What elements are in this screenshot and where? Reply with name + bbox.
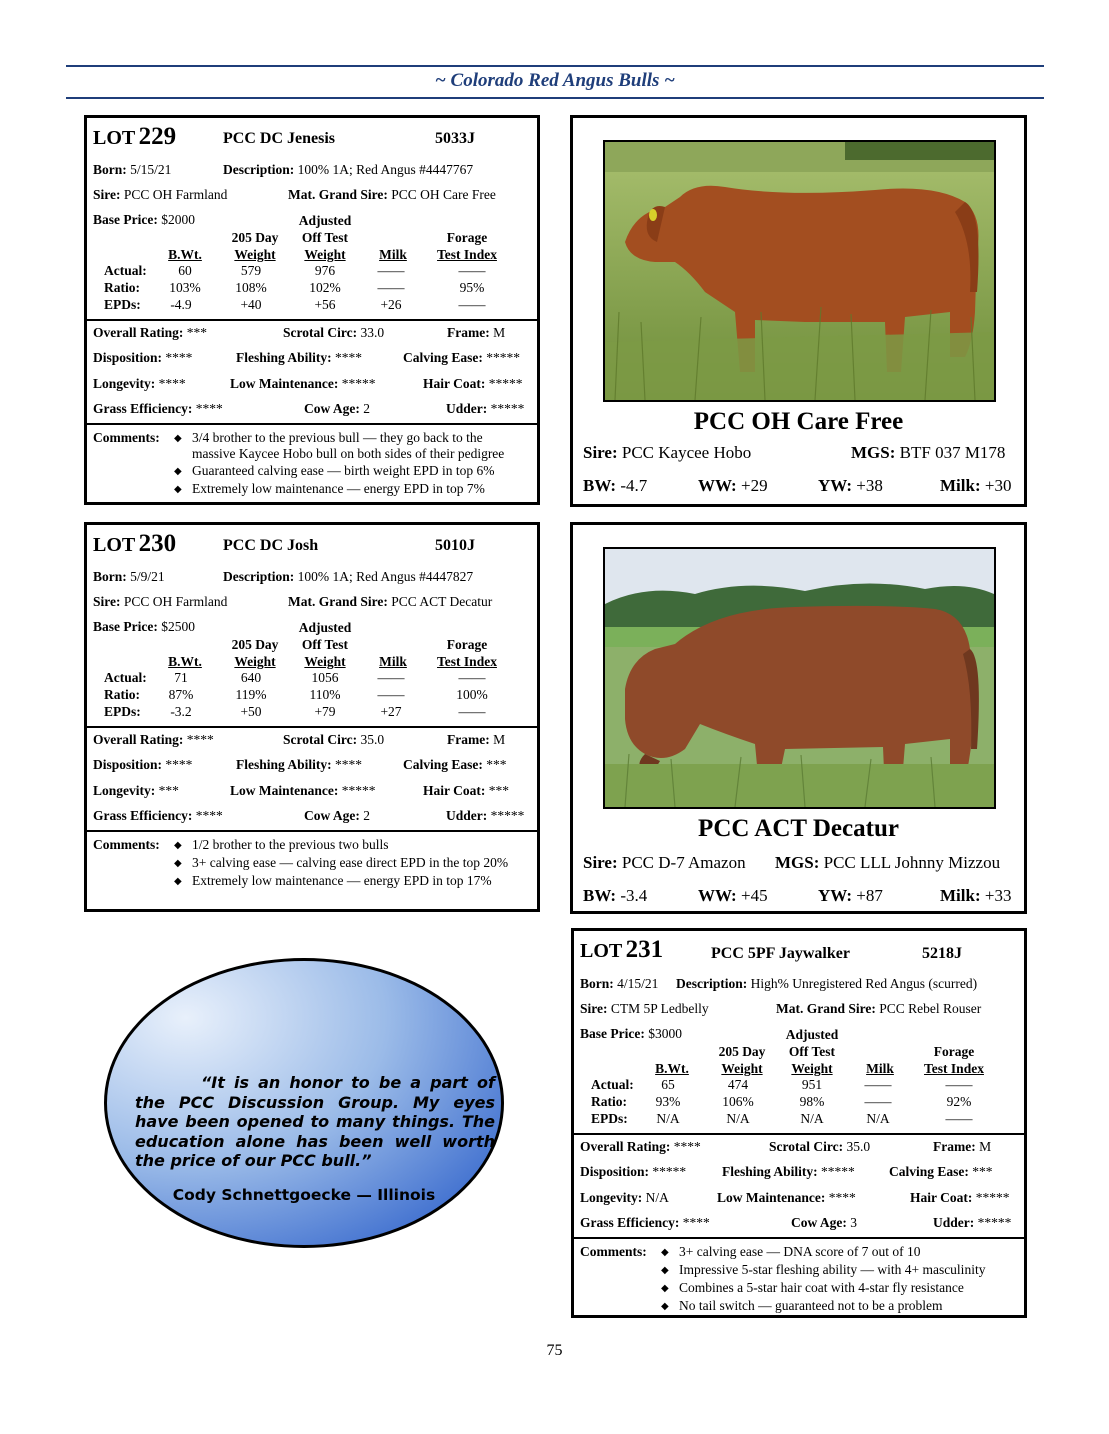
hdr-205-1: 205 Day [718, 1044, 766, 1059]
rating-scrotal: Scrotal Circ: 35.0 [769, 1139, 871, 1154]
bull-photo [603, 140, 996, 402]
rating-cow-age: Cow Age: 2 [304, 808, 370, 823]
mgs-line: MGS: BTF 037 M178 [851, 443, 1006, 462]
sire-line: Sire: CTM 5P Ledbelly [580, 1001, 709, 1016]
hdr-off-1: Off Test [788, 1044, 836, 1059]
cell-bwt: -3.2 [170, 704, 192, 719]
comment-line: Extremely low maintenance — energy EPD in top 17% [192, 873, 492, 888]
rating-disposition: Disposition: ***** [580, 1164, 687, 1179]
row-label: Actual: [591, 1077, 634, 1092]
cell-milk: —— [377, 687, 405, 702]
hdr-milk: Milk [866, 1061, 894, 1076]
cell-bwt: 87% [168, 687, 194, 702]
bull-name: PCC 5PF Jaywalker [711, 945, 850, 962]
hdr-bwt: B.Wt. [168, 654, 202, 669]
rating-cow-age: Cow Age: 3 [791, 1215, 857, 1230]
rating-low-maint: Low Maintenance: **** [717, 1190, 856, 1205]
hdr-forage-1: Forage [446, 637, 488, 652]
sire-photo-card-1 [570, 115, 1027, 507]
sire-photo-card-2 [570, 522, 1027, 914]
comment-line: Guaranteed calving ease — birth weight EPD in top 6% [192, 463, 495, 478]
comments-label: Comments: [93, 837, 160, 852]
bull-photo-illustration [605, 549, 994, 807]
bullet-icon: ◆ [174, 433, 182, 444]
testimonial-author: Cody Schnettgoecke — Illinois [172, 1186, 436, 1204]
cell-milk: +27 [380, 704, 402, 719]
cell-forage: 92% [946, 1094, 972, 1109]
comments-label: Comments: [580, 1244, 647, 1259]
lot-number: LOT 230 [93, 530, 177, 557]
cell-offtest: +79 [314, 704, 336, 719]
divider [87, 423, 537, 425]
rating-overall: Overall Rating: *** [93, 325, 207, 340]
bullet-icon: ◆ [174, 840, 182, 851]
rating-cow-age: Cow Age: 2 [304, 401, 370, 416]
bull-name: PCC DC Jenesis [223, 130, 335, 147]
cell-bwt: -4.9 [170, 297, 192, 312]
cell-205: 119% [235, 687, 267, 702]
base-price: Base Price: $2000 [93, 212, 195, 227]
bullet-icon: ◆ [174, 876, 182, 887]
hdr-adjusted: Adjusted [298, 620, 352, 635]
comments-label: Comments: [93, 430, 160, 445]
hdr-205-2: Weight [234, 247, 276, 262]
bullet-icon: ◆ [174, 466, 182, 477]
cell-forage: —— [945, 1077, 973, 1092]
row-label: Actual: [104, 263, 147, 278]
cell-offtest: 110% [309, 687, 341, 702]
cell-forage: —— [945, 1111, 973, 1126]
bw-epd: BW: -4.7 [583, 476, 648, 495]
cell-offtest: 102% [309, 280, 341, 295]
row-label: Ratio: [591, 1094, 627, 1109]
bull-photo [603, 547, 996, 809]
bullet-icon: ◆ [174, 858, 182, 869]
cell-forage: 95% [459, 280, 485, 295]
row-label: Ratio: [104, 687, 140, 702]
rating-frame: Frame: M [933, 1139, 992, 1154]
cell-205: 579 [240, 263, 262, 278]
rating-longevity: Longevity: N/A [580, 1190, 669, 1205]
sire-line: Sire: PCC OH Farmland [93, 187, 228, 202]
rating-fleshing: Fleshing Ability: **** [236, 350, 363, 365]
cell-bwt: N/A [656, 1111, 680, 1126]
hdr-milk: Milk [379, 654, 407, 669]
cell-205: N/A [726, 1111, 750, 1126]
hdr-off-2: Weight [304, 247, 346, 262]
sire-name: PCC ACT Decatur [698, 815, 899, 842]
sire-line: Sire: PCC Kaycee Hobo [583, 443, 752, 462]
mgs-line: MGS: PCC LLL Johnny Mizzou [775, 853, 1001, 872]
comment-line: 1/2 brother to the previous two bulls [192, 837, 389, 852]
bullet-icon: ◆ [661, 1283, 669, 1294]
hdr-forage-2: Test Index [924, 1061, 984, 1076]
cell-205: 108% [235, 280, 267, 295]
rating-longevity: Longevity: **** [93, 376, 186, 391]
bull-tag: 5218J [922, 945, 962, 962]
rating-disposition: Disposition: **** [93, 350, 193, 365]
mgs-line: Mat. Grand Sire: PCC ACT Decatur [288, 594, 493, 609]
rating-disposition: Disposition: **** [93, 757, 193, 772]
rating-hair-coat: Hair Coat: ***** [423, 376, 523, 391]
comment-line: Impressive 5-star fleshing ability — with 4+ masculinity [679, 1262, 986, 1277]
ww-epd: WW: +45 [698, 886, 768, 905]
lot-card-231 [571, 928, 1027, 1318]
rating-overall: Overall Rating: **** [93, 732, 214, 747]
cell-bwt: 60 [178, 263, 192, 278]
cell-bwt: 93% [655, 1094, 681, 1109]
rating-calving: Calving Ease: ***** [403, 350, 521, 365]
milk-epd: Milk: +33 [940, 886, 1012, 905]
rating-calving: Calving Ease: *** [403, 757, 507, 772]
rating-longevity: Longevity: *** [93, 783, 179, 798]
header-rule-bottom [66, 97, 1044, 99]
hdr-205-1: 205 Day [231, 230, 279, 245]
divider [574, 1237, 1024, 1239]
bull-tag: 5010J [435, 537, 475, 554]
comment-line: 3/4 brother to the previous bull — they go back to the [192, 430, 483, 445]
yw-epd: YW: +38 [818, 476, 883, 495]
testimonial-oval [104, 958, 504, 1248]
born-line: Born: 5/15/21 [93, 162, 172, 177]
born-line: Born: 4/15/21 [580, 976, 659, 991]
hdr-adjusted: Adjusted [785, 1027, 839, 1042]
cell-milk: —— [377, 263, 405, 278]
row-label: EPDs: [104, 704, 141, 719]
cell-forage: —— [458, 670, 486, 685]
hdr-adjusted: Adjusted [298, 213, 352, 228]
page-number: 75 [546, 1342, 563, 1359]
comment-line: 3+ calving ease — calving ease direct EPD in the top 20% [192, 855, 509, 870]
cell-forage: —— [458, 704, 486, 719]
description-line: Description: 100% 1A; Red Angus #4447827 [223, 569, 474, 584]
comment-line: 3+ calving ease — DNA score of 7 out of 10 [679, 1244, 921, 1259]
mgs-line: Mat. Grand Sire: PCC OH Care Free [288, 187, 496, 202]
hdr-off-2: Weight [791, 1061, 833, 1076]
sire-line: Sire: PCC D-7 Amazon [583, 853, 746, 872]
rating-udder: Udder: ***** [933, 1215, 1012, 1230]
cell-205: +50 [240, 704, 262, 719]
cell-milk: —— [377, 670, 405, 685]
rating-calving: Calving Ease: *** [889, 1164, 993, 1179]
cell-205: 106% [722, 1094, 754, 1109]
hdr-forage-1: Forage [933, 1044, 975, 1059]
cell-forage: —— [458, 297, 486, 312]
rating-grass: Grass Efficiency: **** [93, 808, 223, 823]
cell-offtest: N/A [800, 1111, 824, 1126]
row-label: Ratio: [104, 280, 140, 295]
cell-bwt: 65 [661, 1077, 675, 1092]
bull-photo-illustration [605, 142, 994, 400]
bullet-icon: ◆ [661, 1247, 669, 1258]
rating-scrotal: Scrotal Circ: 35.0 [283, 732, 385, 747]
bullet-icon: ◆ [174, 484, 182, 495]
page-title: ~ Colorado Red Angus Bulls ~ [434, 70, 676, 91]
description-line: Description: High% Unregistered Red Angus (scurred) [676, 976, 978, 991]
cell-bwt: 71 [174, 670, 188, 685]
rating-fleshing: Fleshing Ability: **** [236, 757, 363, 772]
cell-205: +40 [240, 297, 262, 312]
cell-milk: —— [864, 1094, 892, 1109]
rating-frame: Frame: M [447, 325, 506, 340]
rating-udder: Udder: ***** [446, 808, 525, 823]
rating-hair-coat: Hair Coat: ***** [910, 1190, 1010, 1205]
cell-milk: —— [864, 1077, 892, 1092]
cell-bwt: 103% [169, 280, 201, 295]
mgs-line: Mat. Grand Sire: PCC Rebel Rouser [776, 1001, 982, 1016]
sire-line: Sire: PCC OH Farmland [93, 594, 228, 609]
comment-line-cont: massive Kaycee Hobo bull on both sides of their pedigree [192, 446, 505, 461]
cell-offtest: 1056 [311, 670, 339, 685]
hdr-off-2: Weight [304, 654, 346, 669]
base-price: Base Price: $3000 [580, 1026, 682, 1041]
testimonial-text: “It is an honor to be a part of the PCC Discussion Group. My eyes have been opened to many things. The education alone has been well worth the price of our PCC bull.” [135, 1073, 495, 1170]
divider [87, 726, 537, 728]
cell-milk: +26 [380, 297, 402, 312]
cell-milk: N/A [866, 1111, 890, 1126]
born-line: Born: 5/9/21 [93, 569, 165, 584]
rating-hair-coat: Hair Coat: *** [423, 783, 509, 798]
cell-205: 474 [727, 1077, 749, 1092]
hdr-205-2: Weight [721, 1061, 763, 1076]
rating-fleshing: Fleshing Ability: ***** [722, 1164, 855, 1179]
divider [574, 1133, 1024, 1135]
lot-number: LOT 229 [93, 123, 177, 150]
hdr-off-1: Off Test [301, 230, 349, 245]
lot-card-230 [84, 522, 540, 912]
bull-tag: 5033J [435, 130, 475, 147]
cell-205: 640 [240, 670, 262, 685]
milk-epd: Milk: +30 [940, 476, 1012, 495]
rating-grass: Grass Efficiency: **** [580, 1215, 710, 1230]
description-line: Description: 100% 1A; Red Angus #4447767 [223, 162, 474, 177]
divider [87, 319, 537, 321]
hdr-forage-1: Forage [446, 230, 488, 245]
cell-offtest: 98% [799, 1094, 825, 1109]
rating-scrotal: Scrotal Circ: 33.0 [283, 325, 385, 340]
comment-line: Extremely low maintenance — energy EPD in top 7% [192, 481, 485, 496]
hdr-205-1: 205 Day [231, 637, 279, 652]
rating-overall: Overall Rating: **** [580, 1139, 701, 1154]
hdr-205-2: Weight [234, 654, 276, 669]
ww-epd: WW: +29 [698, 476, 768, 495]
cell-offtest: +56 [314, 297, 336, 312]
cell-offtest: 976 [314, 263, 336, 278]
bull-name: PCC DC Josh [223, 537, 319, 554]
header-rule-top [66, 65, 1044, 67]
base-price: Base Price: $2500 [93, 619, 195, 634]
comment-line: Combines a 5-star hair coat with 4-star fly resistance [679, 1280, 964, 1295]
cell-forage: 100% [456, 687, 488, 702]
bullet-icon: ◆ [661, 1265, 669, 1276]
rating-frame: Frame: M [447, 732, 506, 747]
rating-udder: Udder: ***** [446, 401, 525, 416]
comment-line: No tail switch — guaranteed not to be a problem [679, 1298, 943, 1313]
hdr-milk: Milk [379, 247, 407, 262]
lot-number: LOT 231 [580, 936, 664, 963]
hdr-bwt: B.Wt. [655, 1061, 689, 1076]
hdr-bwt: B.Wt. [168, 247, 202, 262]
rating-grass: Grass Efficiency: **** [93, 401, 223, 416]
bullet-icon: ◆ [661, 1301, 669, 1312]
sire-name: PCC OH Care Free [693, 408, 904, 435]
lot-card-229 [84, 115, 540, 505]
cell-milk: —— [377, 280, 405, 295]
cell-offtest: 951 [801, 1077, 823, 1092]
rating-low-maint: Low Maintenance: ***** [230, 376, 376, 391]
hdr-forage-2: Test Index [437, 247, 497, 262]
bw-epd: BW: -3.4 [583, 886, 648, 905]
row-label: EPDs: [104, 297, 141, 312]
cell-forage: —— [458, 263, 486, 278]
row-label: EPDs: [591, 1111, 628, 1126]
hdr-off-1: Off Test [301, 637, 349, 652]
rating-low-maint: Low Maintenance: ***** [230, 783, 376, 798]
divider [87, 830, 537, 832]
yw-epd: YW: +87 [818, 886, 883, 905]
hdr-forage-2: Test Index [437, 654, 497, 669]
row-label: Actual: [104, 670, 147, 685]
